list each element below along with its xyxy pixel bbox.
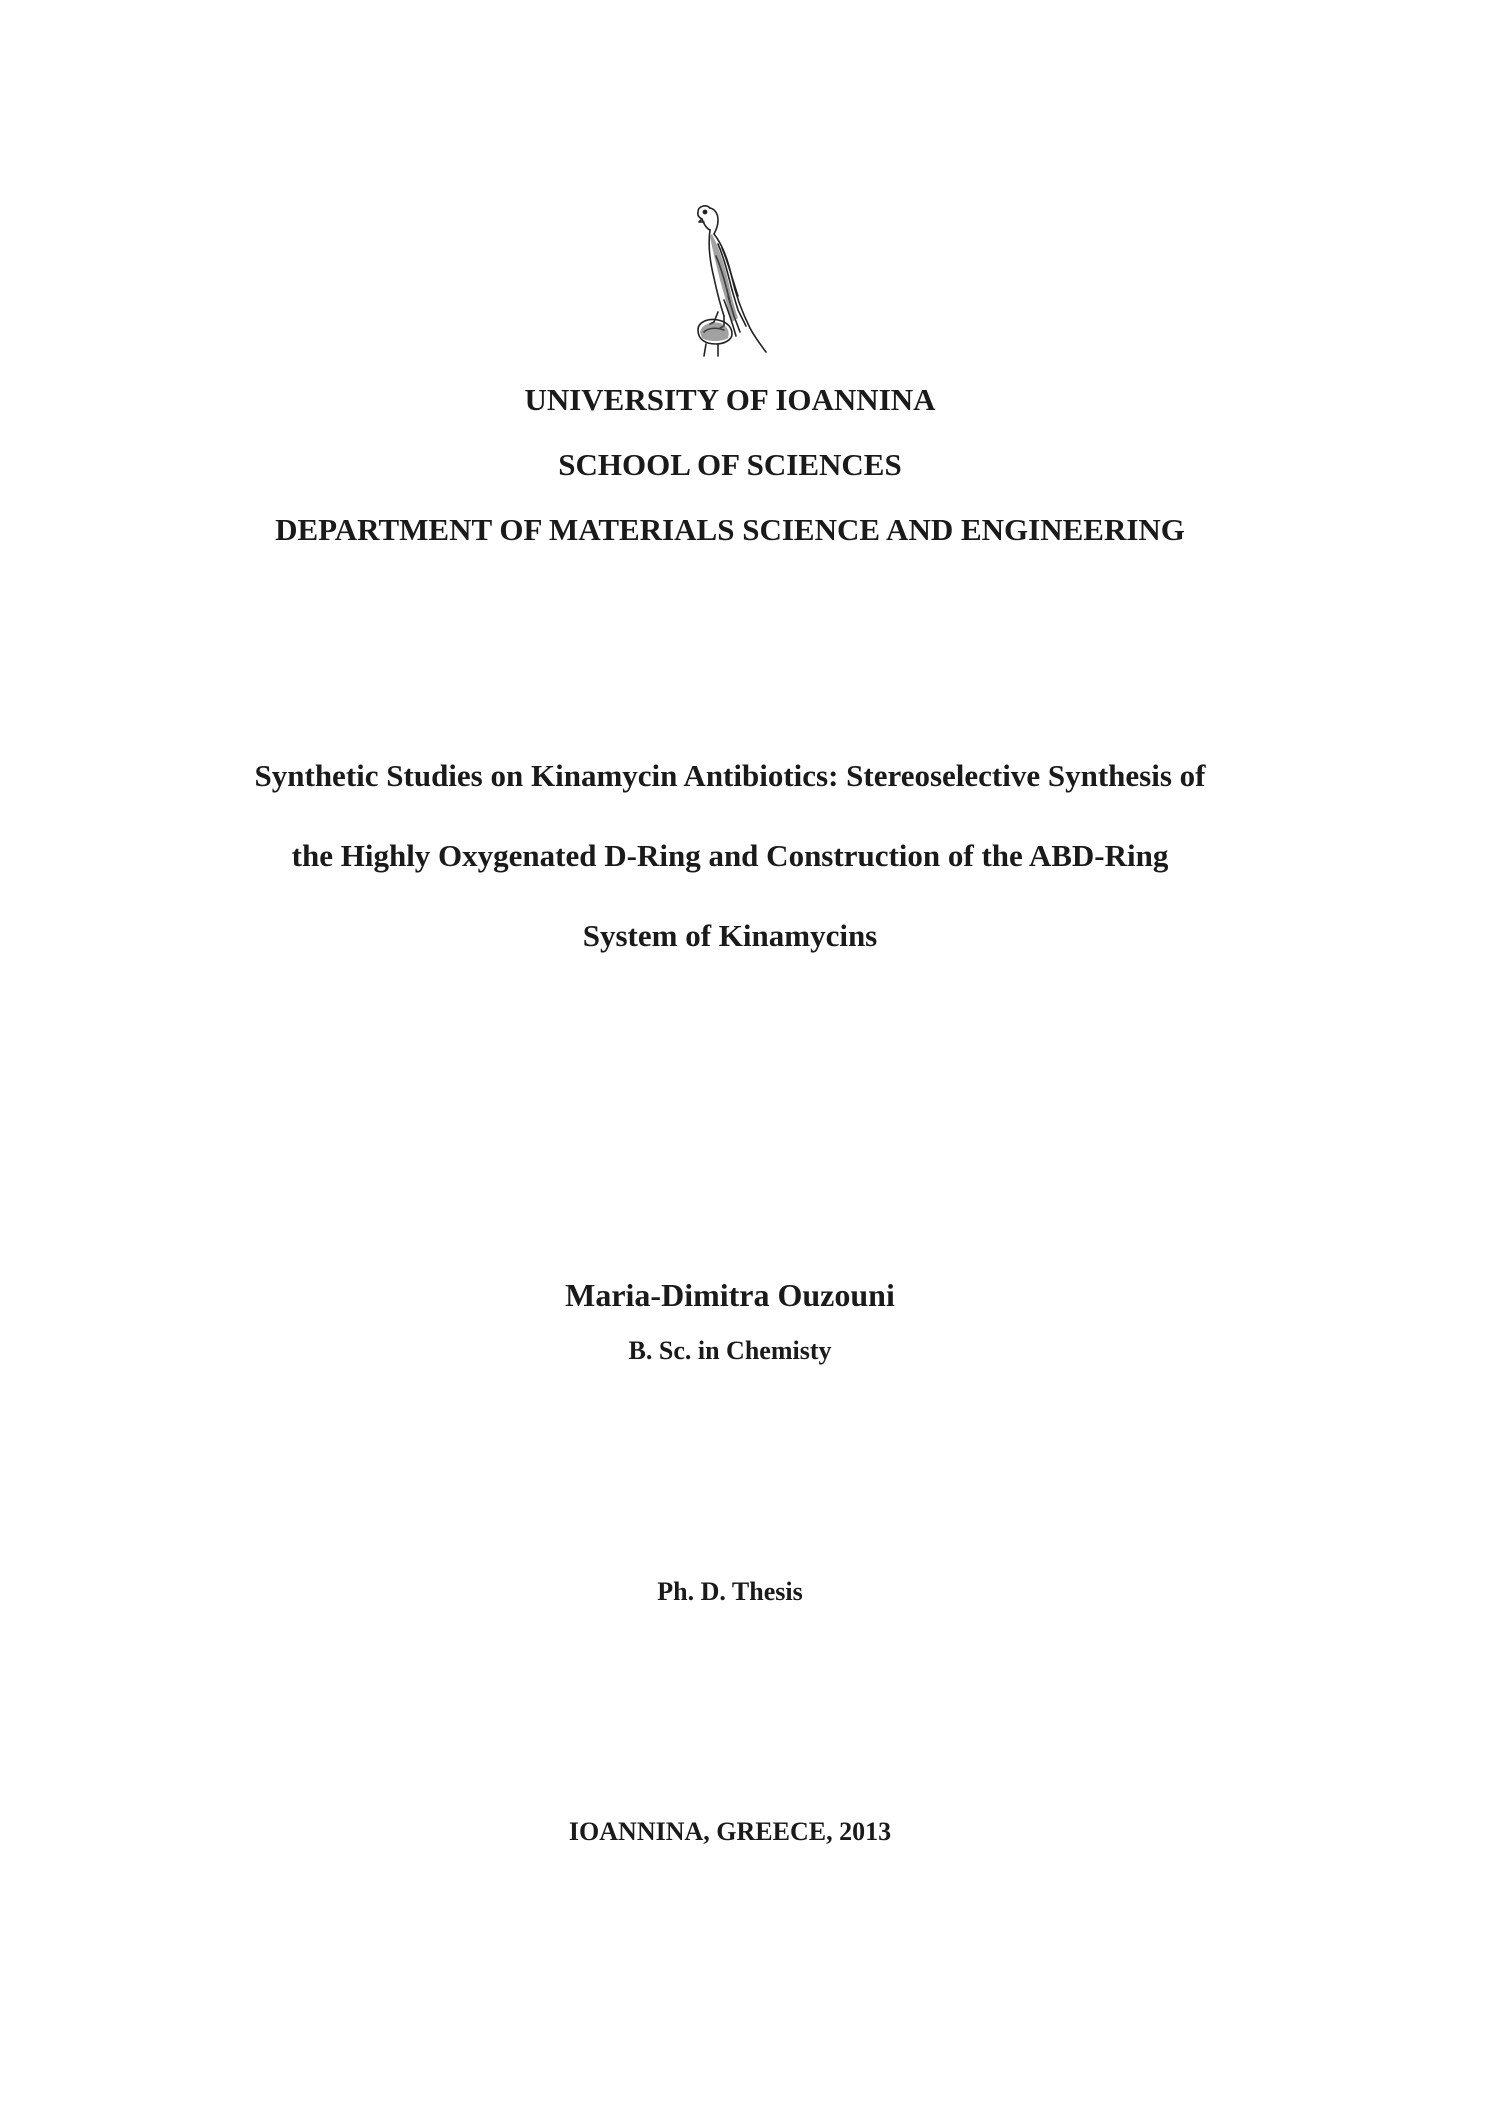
- author-name: Maria-Dimitra Ouzouni: [565, 1277, 895, 1313]
- place-and-year: IOANNINA, GREECE, 2013: [568, 1817, 892, 1846]
- owl-emblem-icon: [688, 200, 772, 358]
- university-name: UNIVERSITY OF IOANNINA: [524, 382, 936, 417]
- thesis-type: Ph. D. Thesis: [657, 1577, 803, 1606]
- thesis-title-line: System of Kinamycins: [582, 918, 878, 953]
- department-name: DEPARTMENT OF MATERIALS SCIENCE AND ENGINEERING: [275, 512, 1185, 547]
- school-name: SCHOOL OF SCIENCES: [558, 447, 902, 482]
- thesis-title-line: Synthetic Studies on Kinamycin Antibiotics: Stereoselective Synthesis of: [254, 758, 1206, 793]
- author-degree: B. Sc. in Chemisty: [628, 1336, 832, 1365]
- thesis-title-line: the Highly Oxygenated D-Ring and Construction of the ABD-Ring: [291, 838, 1169, 873]
